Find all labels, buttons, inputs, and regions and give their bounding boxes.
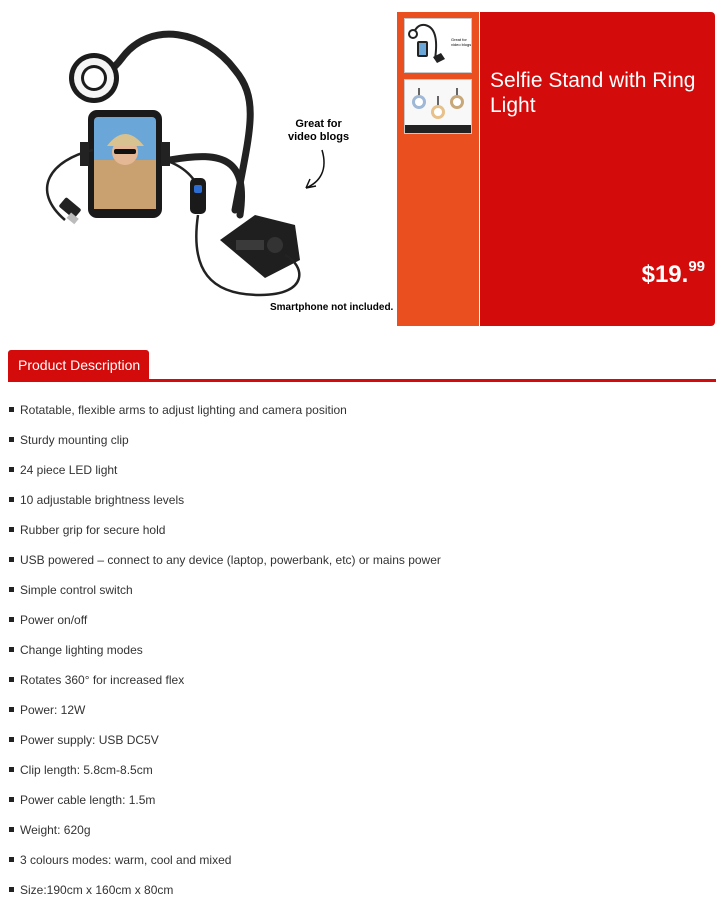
product-info-panel xyxy=(480,12,715,326)
feature-item: Rotates 360° for increased flex xyxy=(8,668,441,698)
selfie-stand-illustration xyxy=(10,10,395,330)
feature-item: Power: 12W xyxy=(8,698,441,728)
feature-item: Size:190cm x 160cm x 80cm xyxy=(8,878,441,908)
feature-item: Power cable length: 1.5m xyxy=(8,788,441,818)
thumbnail-stand[interactable] xyxy=(404,18,472,73)
feature-item: Simple control switch xyxy=(8,578,441,608)
feature-item: 3 colours modes: warm, cool and mixed xyxy=(8,848,441,878)
svg-text:Great for: Great for xyxy=(451,37,467,42)
price-cents: 99 xyxy=(688,258,705,275)
feature-item: Rotatable, flexible arms to adjust lighting and camera position xyxy=(8,398,441,428)
product-title: Selfie Stand with Ring Light xyxy=(490,69,696,117)
main-product-image xyxy=(10,10,395,330)
feature-item: 24 piece LED light xyxy=(8,458,441,488)
thumbnail-strip xyxy=(397,12,479,326)
image-callout: Great for video blogs xyxy=(288,118,350,143)
tab-product-description[interactable]: Product Description xyxy=(8,350,149,380)
image-note: Smartphone not included. xyxy=(270,302,394,313)
product-price xyxy=(642,260,705,289)
svg-text:video blogs: video blogs xyxy=(451,42,471,47)
thumbnail-ring-colours[interactable] xyxy=(404,79,472,134)
feature-item: Power supply: USB DC5V xyxy=(8,728,441,758)
price-main: $19. xyxy=(641,261,689,288)
feature-item: Weight: 620g xyxy=(8,818,441,848)
tab-underline xyxy=(8,379,716,382)
feature-item: Change lighting modes xyxy=(8,638,441,668)
feature-item: Rubber grip for secure hold xyxy=(8,518,441,548)
feature-item: Power on/off xyxy=(8,608,441,638)
feature-item: 10 adjustable brightness levels xyxy=(8,488,441,518)
feature-list xyxy=(8,398,441,908)
feature-item: Sturdy mounting clip xyxy=(8,428,441,458)
feature-item: USB powered – connect to any device (laptop, powerbank, etc) or mains power xyxy=(8,548,441,578)
feature-item: Clip length: 5.8cm-8.5cm xyxy=(8,758,441,788)
